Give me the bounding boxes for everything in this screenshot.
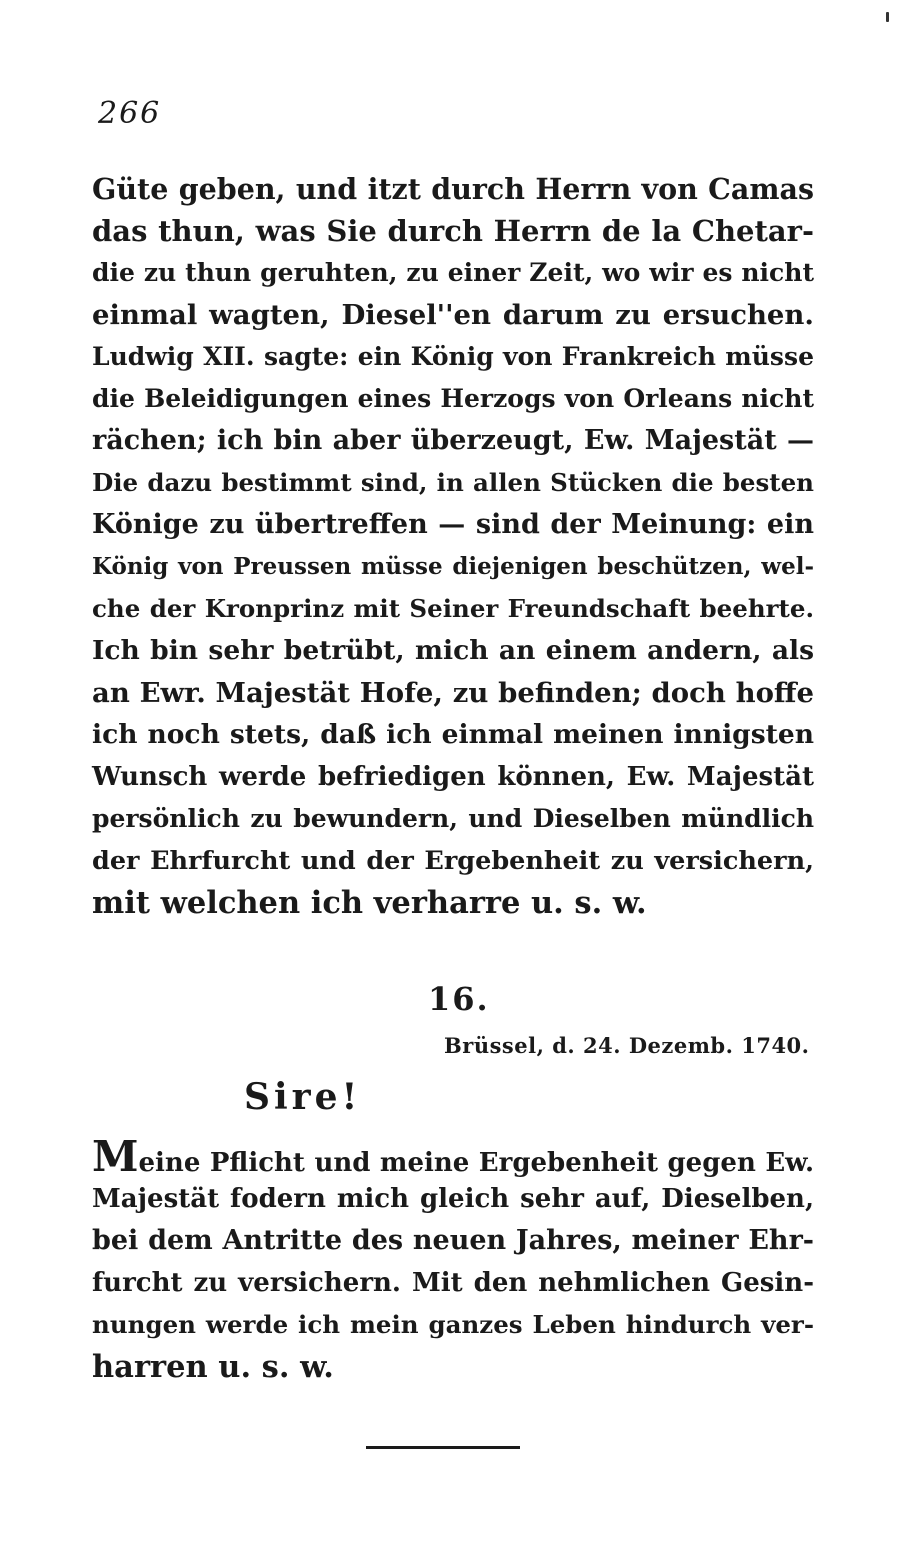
text-line: der Ehrfurcht und der Ergebenheit zu versichern, — [92, 846, 814, 876]
text-line: Könige zu übertreffen — sind der Meinung: ein — [92, 509, 814, 540]
text-line: Ludwig XII. sagte: ein König von Frankreich müsse — [92, 342, 814, 371]
text-line: an Ewr. Majestät Hofe, zu befinden; doch hoffe — [92, 677, 814, 709]
text-line: König von Preussen müsse diejenigen beschützen, wel- — [92, 553, 814, 580]
text-line: harren u. s. w. — [92, 1349, 334, 1385]
text-line: die zu thun geruhten, zu einer Zeit, wo wir es nicht — [92, 258, 814, 287]
first-line-text: eine Pflicht und meine Ergebenheit gegen Ew. — [138, 1148, 814, 1178]
letter-number: 16. — [428, 980, 490, 1018]
text-line: Majestät fodern mich gleich sehr auf, Dieselben, — [92, 1184, 814, 1214]
text-line: Güte geben, und itzt durch Herrn von Camas — [92, 172, 814, 206]
text-line: nungen werde ich mein ganzes Leben hindurch ver- — [92, 1310, 814, 1339]
letter-place-date: Brüssel, d. 24. Dezemb. 1740. — [444, 1033, 810, 1058]
text-line: die Beleidigungen eines Herzogs von Orleans nicht — [92, 384, 814, 413]
letter-16-body — [92, 1132, 814, 1388]
text-line: Wunsch werde befriedigen können, Ew. Majestät — [92, 762, 814, 792]
text-line-first — [92, 1132, 814, 1181]
text-line: che der Kronprinz mit Seiner Freundschaft beehrte. — [92, 594, 814, 623]
page-number: 266 — [98, 96, 162, 131]
print-speck — [886, 12, 889, 22]
text-line: persönlich zu bewundern, und Dieselben mündlich — [92, 804, 814, 833]
text-line: rächen; ich bin aber überzeugt, Ew. Majestät — — [92, 425, 814, 456]
text-line: mit welchen ich verharre u. s. w. — [92, 885, 647, 921]
text-line: ich noch stets, daß ich einmal meinen innigsten — [92, 719, 814, 750]
text-line: furcht zu versichern. Mit den nehmlichen Gesin- — [92, 1268, 814, 1298]
text-line: Die dazu bestimmt sind, in allen Stücken die besten — [92, 468, 814, 497]
letter-salutation: Sire! — [244, 1076, 362, 1118]
text-line: Ich bin sehr betrübt, mich an einem andern, als — [92, 635, 814, 666]
section-divider-rule — [366, 1446, 520, 1449]
text-line: einmal wagten, Diesel''en darum zu ersuchen. — [92, 299, 814, 331]
drop-cap: M — [92, 1132, 139, 1181]
letter-15-closing-text — [92, 168, 814, 924]
text-line: das thun, was Sie durch Herrn de la Chetar- — [92, 214, 814, 248]
text-line: bei dem Antritte des neuen Jahres, meiner Ehr- — [92, 1225, 814, 1256]
